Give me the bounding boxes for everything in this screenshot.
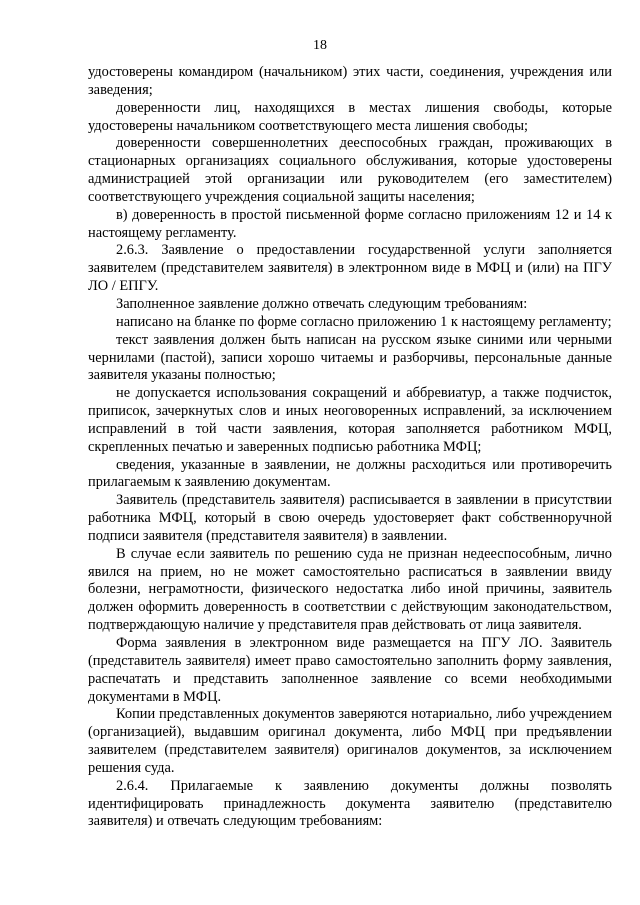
paragraph-7: написано на бланке по форме согласно приложению 1 к настоящему регламенту; [116, 313, 612, 330]
paragraph-4: в) доверенность в простой письменной форме согласно приложениям 12 и 14 к настоящему регламенту. [88, 206, 612, 241]
paragraph-6: Заполненное заявление должно отвечать следующим требованиям: [116, 295, 528, 312]
paragraph-2: доверенности лиц, находящихся в местах лишения свободы, которые удостоверены начальником соответствующего места лишения свободы; [88, 99, 612, 134]
paragraph-9: не допускается использования сокращений и аббревиатур, а также подчисток, приписок, зачеркнутых слов и иных неоговоренных исправлений, за исключением исправлений в той части заявления, которая заполняется работником МФЦ, скрепленных печатью и заверенных подписью работника МФЦ; [88, 385, 612, 455]
paragraph-1: удостоверены командиром (начальником) этих части, соединения, учреждения или заведения; [88, 64, 612, 98]
paragraph-8: текст заявления должен быть написан на русском языке синими или черными чернилами (пастой), записи хорошо читаемы и разборчивы, персональные данные заявителя указаны полностью; [88, 331, 612, 384]
paragraph-5: 2.6.3. Заявление о предоставлении государственной услуги заполняется заявителем (представителем заявителя) в электронном виде в МФЦ и (или) на ПГУ ЛО / ЕПГУ. [88, 242, 612, 295]
paragraph-10: сведения, указанные в заявлении, не должны расходиться или противоречить прилагаемым к заявлению документам. [88, 456, 612, 491]
paragraph-12: В случае если заявитель по решению суда не признан недееспособным, лично явился на прием, но не может самостоятельно расписаться в заявлении ввиду болезни, неграмотности, физического недостатка либо иной причины, заявитель должен оформить доверенность в соответствии с действующим законодательством, подтверждающую наличие у представителя прав действовать от лица заявителя. [88, 545, 612, 634]
paragraph-13: Форма заявления в электронном виде размещается на ПГУ ЛО. Заявитель (представитель заявителя) имеет право самостоятельно заполнить форму заявления, распечатать и представить заполненное заявление со всеми необходимыми документами в МФЦ. [88, 635, 612, 705]
paragraph-14: Копии представленных документов заверяются нотариально, либо учреждением (организацией), выдавшим оригинал документа, либо МФЦ при предъявлении заявителем (представителем заявителя) оригиналов документов, за исключением решения суда. [88, 706, 612, 776]
paragraph-15: 2.6.4. Прилагаемые к заявлению документы должны позволять идентифицировать принадлежность документа заявителю (представителю заявителя) и отвечать следующим требованиям: [88, 777, 612, 830]
paragraph-11: Заявитель (представитель заявителя) расписывается в заявлении в присутствии работника МФЦ, который в свою очередь удостоверяет факт собственноручной подписи заявителя (представителя заявителя) в заявлении. [88, 492, 612, 544]
page-number: 18 [313, 38, 327, 53]
paragraph-3: доверенности совершеннолетних дееспособных граждан, проживающих в стационарных организациях социального обслуживания, которые удостоверены администрацией этой организации или руководителем (его заместителем) соответствующего учреждения социальной защиты населения; [88, 135, 612, 205]
document-body [88, 64, 612, 831]
